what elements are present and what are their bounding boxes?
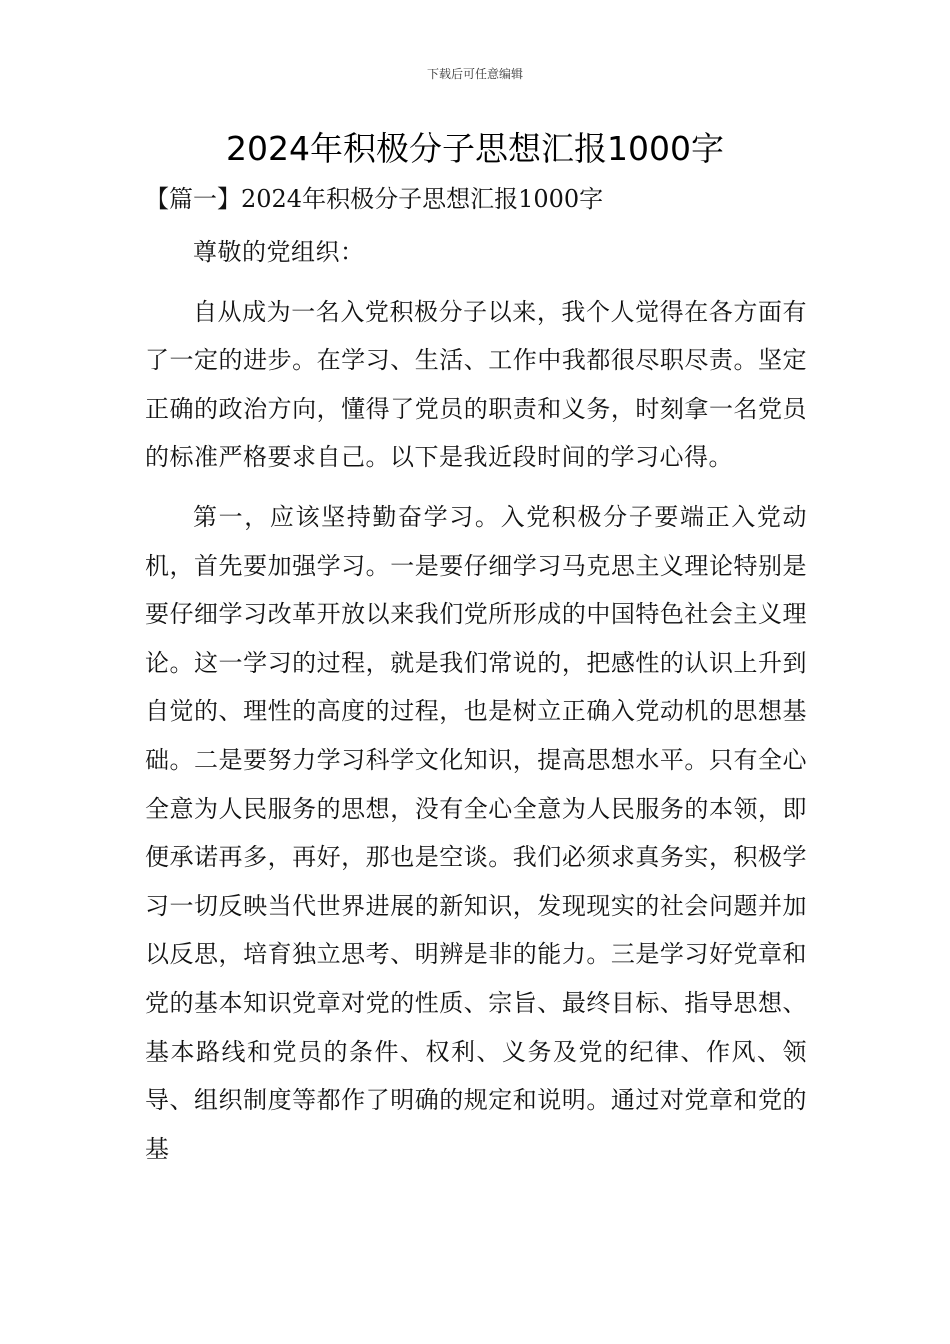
document-body: [145, 228, 807, 1184]
header-note: 下载后可任意编辑: [426, 67, 523, 81]
document-title: 2024年积极分子思想汇报1000字: [226, 129, 724, 168]
paragraph-2: 第一，应该坚持勤奋学习。入党积极分子要端正入党动机，首先要加强学习。一是要仔细学习马克思主义理论特别是要仔细学习改革开放以来我们党所形成的中国特色社会主义理论。这一学习的过程，就是我们常说的，把感性的认识上升到自觉的、理性的高度的过程，也是树立正确入党动机的思想基础。二是要努力学习科学文化知识，提高思想水平。只有全心全意为人民服务的思想，没有全心全意为人民服务的本领，即便承诺再多，再好，那也是空谈。我们必须求真务实，积极学习一切反映当代世界进展的新知识，发现现实的社会问题并加以反思，培育独立思考、明辨是非的能力。三是学习好党章和党的基本知识党章对党的性质、宗旨、最终目标、指导思想、基本路线和党员的条件、权利、义务及党的纪律、作风、领导、组织制度等都作了明确的规定和说明。通过对党章和党的基: [145, 502, 807, 1163]
salutation: 尊敬的党组织：: [193, 238, 365, 266]
paragraph-1: 自从成为一名入党积极分子以来，我个人觉得在各方面有了一定的进步。在学习、生活、工作中我都很尽职尽责。坚定正确的政治方向，懂得了党员的职责和义务，时刻拿一名党员的标准严格要求自己。以下是我近段时间的学习心得。: [145, 297, 807, 472]
section-heading: 【篇一】2024年积极分子思想汇报1000字: [145, 185, 604, 213]
